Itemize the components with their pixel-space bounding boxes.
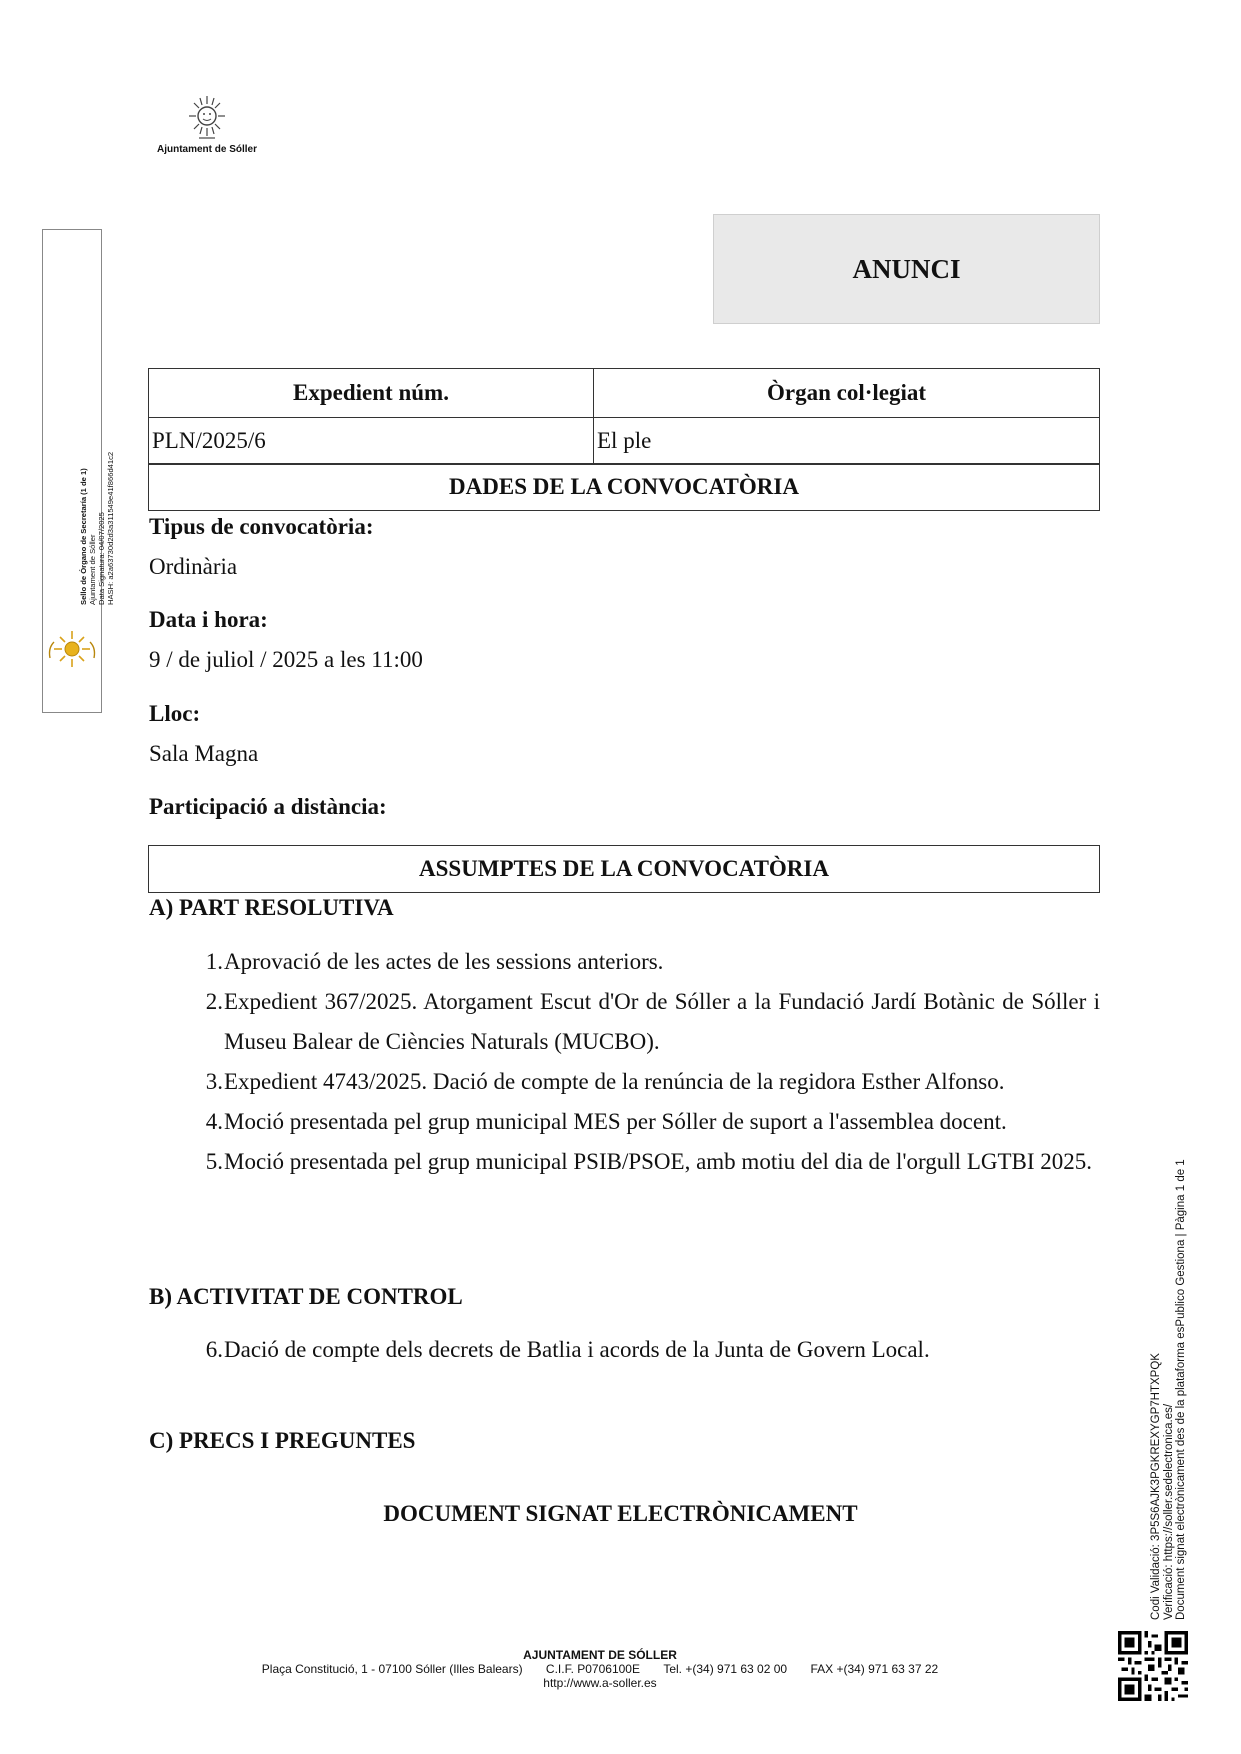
agenda-item: 3. Expedient 4743/2025. Dació de compte de la renúncia de la regidora Esther Alfonso. xyxy=(205,1069,1005,1094)
agenda-item: 5. Moció presentada pel grup municipal PSIB/PSOE, amb motiu del dia de l'orgull LGTBI 2025. xyxy=(205,1149,1093,1174)
expedient-number-value: PLN/2025/6 xyxy=(149,418,594,465)
sun-crest-icon xyxy=(185,92,229,142)
section-heading-assumptes: ASSUMPTES DE LA CONVOCATÒRIA xyxy=(148,845,1100,893)
lloc-value: Sala Magna xyxy=(149,741,259,766)
footer-cif: C.I.F. P0706100E xyxy=(545,1662,640,1676)
footer-web[interactable]: http://www.a-soller.es xyxy=(543,1676,657,1690)
seal-sun-icon xyxy=(46,628,98,675)
logo-label: Ajuntament de Sóller xyxy=(156,144,257,155)
participacio-label: Participació a distància: xyxy=(149,794,387,819)
data-hora-label: Data i hora: xyxy=(149,607,268,632)
part-b-heading: B) ACTIVITAT DE CONTROL xyxy=(149,1284,463,1309)
signature-note: Document signat electrònicament des de la plataforma esPublico Gestiona | Pàgina 1 de 1 xyxy=(1175,1159,1187,1620)
agenda-item: 1. Aprovació de les actes de les sessions anteriors. xyxy=(205,949,664,974)
tipus-label: Tipus de convocatòria: xyxy=(149,514,374,539)
footer-fax: FAX +(34) 971 63 37 22 xyxy=(810,1662,939,1676)
validation-code: Codi Validació: 3P5S6AJK3PGKREXYGP7HTXPQK xyxy=(1150,1353,1162,1620)
lloc-label: Lloc: xyxy=(149,701,201,726)
document-title: ANUNCI xyxy=(713,214,1100,324)
agenda-list-b xyxy=(149,1330,1100,1370)
verification-text xyxy=(1150,1159,1188,1620)
expedient-number-header: Expedient núm. xyxy=(149,369,594,418)
collegiate-body-header: Òrgan col·legiat xyxy=(594,369,1100,418)
agenda-list-a xyxy=(149,942,1100,1182)
seal-line: HASH: a2a63730d2d3a311549e41f866d41c2 xyxy=(106,451,115,605)
signed-notice: DOCUMENT SIGNAT ELECTRÒNICAMENT xyxy=(383,1501,858,1526)
secretary-seal-text xyxy=(79,370,115,605)
data-hora-value: 9 / de juliol / 2025 a les 11:00 xyxy=(149,647,423,672)
agenda-item: 2. Expedient 367/2025. Atorgament Escut d'Or de Sóller a la Fundació Jardí Botànic de Sóller i Museu Balear de Ciències Naturals (MUCBO). xyxy=(205,989,1100,1054)
tipus-value: Ordinària xyxy=(149,554,238,579)
expedient-table xyxy=(148,368,1100,465)
footer-address: Plaça Constitució, 1 - 07100 Sóller (Illes Balears) xyxy=(261,1662,523,1676)
section-heading-convocatoria: DADES DE LA CONVOCATÒRIA xyxy=(148,463,1100,511)
footer-tel: Tel. +(34) 971 63 02 00 xyxy=(663,1662,788,1676)
seal-line: Data Signatura: 04/07/2025 xyxy=(97,512,106,605)
part-a-heading: A) PART RESOLUTIVA xyxy=(149,895,394,920)
collegiate-body-value: El ple xyxy=(594,418,1100,465)
part-c-heading: C) PRECS I PREGUNTES xyxy=(149,1428,416,1453)
qr-code-icon xyxy=(1118,1631,1188,1701)
seal-line: Sello de Órgano de Secretaría (1 de 1) xyxy=(79,468,88,605)
footer-org: AJUNTAMENT DE SÓLLER xyxy=(523,1648,677,1662)
municipality-logo xyxy=(147,92,267,155)
verification-url[interactable]: Verificació: https://soller.sedelectronica.es/ xyxy=(1162,1403,1175,1620)
seal-line: Ajuntament de Sóller xyxy=(88,534,97,605)
agenda-item: 6. Dació de compte dels decrets de Batlia i acords de la Junta de Govern Local. xyxy=(205,1337,930,1362)
agenda-item: 4. Moció presentada pel grup municipal MES per Sóller de suport a l'assemblea docent. xyxy=(205,1109,1007,1134)
page-footer xyxy=(180,1648,1020,1690)
